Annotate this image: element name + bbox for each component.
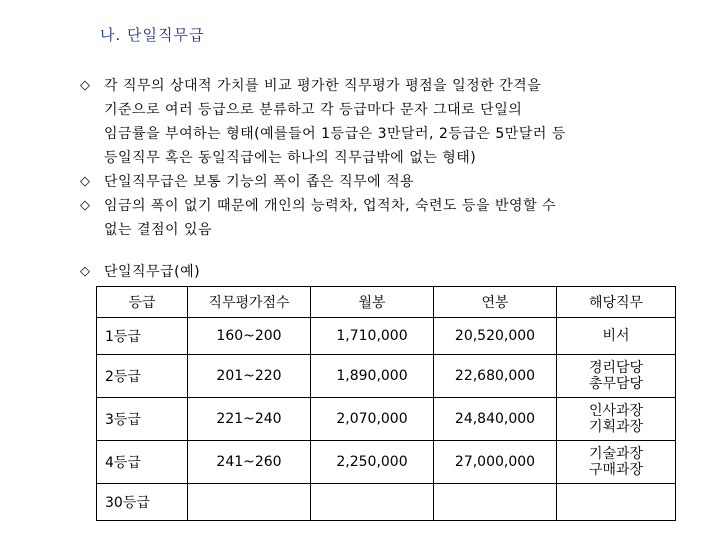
header-annual: 연봉 [434,287,557,318]
cell-jobs [557,398,676,441]
cell-annual: 27,000,000 [434,441,557,484]
job-label: 비서 [602,328,630,344]
cell-score: 201~220 [188,355,311,398]
header-monthly: 월봉 [311,287,434,318]
table-row [97,484,676,521]
cell-grade: 4등급 [97,441,188,484]
cell-jobs [557,441,676,484]
cell-monthly: 1,710,000 [311,318,434,355]
cell-monthly: 1,890,000 [311,355,434,398]
diamond-bullet-icon: ◇ [80,174,90,189]
header-score: 직무평가점수 [188,287,311,318]
cell-monthly [311,484,434,521]
cell-grade: 2등급 [97,355,188,398]
cell-annual: 24,840,000 [434,398,557,441]
cell-monthly: 2,070,000 [311,398,434,441]
bullet-definition [80,74,566,170]
cell-jobs [557,318,676,355]
cell-grade: 1등급 [97,318,188,355]
job-label: 기획과장 [588,419,644,435]
cell-grade: 3등급 [97,398,188,441]
diamond-bullet-icon: ◇ [80,78,90,93]
bullet-drawback [80,194,556,242]
cell-annual: 22,680,000 [434,355,557,398]
section-title: 나. 단일직무급 [100,26,205,44]
job-label: 구매과장 [588,462,644,478]
table-row [97,441,676,484]
cell-score [188,484,311,521]
table-row [97,398,676,441]
cell-annual: 20,520,000 [434,318,557,355]
table-row [97,355,676,398]
bullet-text: 각 직무의 상대적 가치를 비교 평가한 직무평가 평점을 일정한 간격을 기준으로 여러 등급으로 분류하고 각 등급마다 문자 그대로 단일의 임금률을 부여하는 형태(예를들어 1등급은 3만달러, 2등급은 5만달러 등 등일직무 혹은 동일직급에는 하나의 직무급밖에 없는 형태) [104,78,566,166]
header-jobs: 해당직무 [557,287,676,318]
header-grade: 등급 [97,287,188,318]
cell-jobs [557,484,676,521]
bullet-example-heading [80,260,200,284]
cell-monthly: 2,250,000 [311,441,434,484]
grade-table [96,286,676,521]
job-label: 기술과장 [588,446,644,462]
bullet-application [80,170,414,194]
bullet-text: 단일직무급(예) [104,264,201,280]
cell-jobs [557,355,676,398]
job-label: 총무담당 [588,376,644,392]
job-label: 인사과장 [588,403,644,419]
diamond-bullet-icon: ◇ [80,198,90,213]
cell-score: 160~200 [188,318,311,355]
bullet-text: 단일직무급은 보통 기능의 폭이 좁은 직무에 적용 [104,174,415,190]
cell-grade: 30등급 [97,484,188,521]
bullet-text: 임금의 폭이 없기 때문에 개인의 능력차, 업적차, 숙련도 등을 반영할 수 없는 결점이 있음 [104,198,557,238]
table-header-row [97,287,676,318]
job-label: 경리담당 [588,360,644,376]
diamond-bullet-icon: ◇ [80,264,90,279]
cell-score: 221~240 [188,398,311,441]
cell-score: 241~260 [188,441,311,484]
table-row [97,318,676,355]
cell-annual [434,484,557,521]
